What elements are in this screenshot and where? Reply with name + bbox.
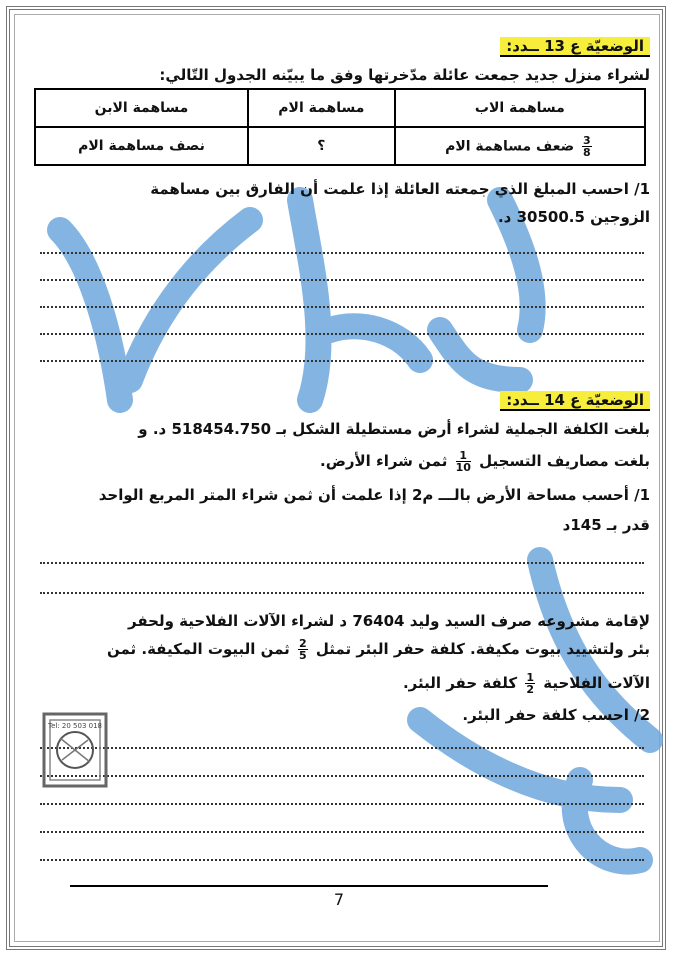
fraction-2-5 <box>298 638 308 661</box>
fraction-numerator: 1 <box>526 671 534 684</box>
situation-14-para-1-line-1: بلغت الكلفة الجملية لشراء أرض مستطيلة الشكل بـ 518454.750 د. و <box>138 420 650 438</box>
stamp-logo <box>40 710 110 790</box>
situation-13-question-1-line-1: 1/ احسب المبلغ الذي جمعته العائلة إذا علمت أن الفارق بين مساهمة <box>150 180 650 198</box>
situation-13-question-1-line-2: الزوجين 30500.5 د. <box>497 208 650 226</box>
table-cell-father <box>395 127 645 165</box>
answer-line <box>40 360 644 362</box>
situation-13-title-text: الوضعيّة ع 13 ــدد: <box>500 37 650 57</box>
answer-line <box>40 333 644 335</box>
fraction-1-2 <box>525 672 535 695</box>
answer-line <box>40 859 644 861</box>
fraction-denominator: 8 <box>583 145 591 159</box>
fraction-numerator: 3 <box>583 133 591 147</box>
table-header-cell: مساهمة الاب <box>395 89 645 127</box>
fraction-numerator: 2 <box>299 637 307 650</box>
situation-14-para-2-line-1: لإقامة مشروعه صرف السيد وليد 76404 د لشراء الآلات الفلاحية ولحفر <box>128 612 650 630</box>
situation-14-title-text: الوضعيّة ع 14 ــدد: <box>500 391 650 411</box>
page-number: 7 <box>333 890 345 909</box>
answer-line <box>40 803 644 805</box>
answer-line <box>40 747 644 749</box>
fraction-denominator: 2 <box>526 683 534 696</box>
answer-line <box>40 562 644 564</box>
text-fragment: بلغت مصاريف التسجيل <box>479 452 650 470</box>
situation-13-title <box>500 36 650 58</box>
text-fragment: ثمن البيوت المكيفة. ثمن <box>106 640 290 658</box>
answer-line <box>40 252 644 254</box>
situation-14-question-2: 2/ احسب كلفة حفر البئر. <box>462 706 650 724</box>
answer-line <box>40 592 644 594</box>
table-header-row <box>35 89 645 127</box>
fraction-3-8 <box>582 135 592 158</box>
situation-13-intro: لشراء منزل جديد جمعت عائلة مدّخرتها وفق ما يبيّنه الجدول التّالي: <box>159 66 650 84</box>
fraction-denominator: 5 <box>299 649 307 662</box>
situation-14-para-2-line-3 <box>28 672 650 695</box>
fraction-denominator: 10 <box>455 461 471 474</box>
text-fragment: كلفة حفر البئر. <box>402 674 518 692</box>
worksheet-page <box>28 22 650 937</box>
table-row <box>35 127 645 165</box>
table-cell-mother: ؟ <box>248 127 395 165</box>
situation-14-question-1-line-2: قدر بـ 145د <box>562 516 650 534</box>
situation-14-question-1-line-1: 1/ أحسب مساحة الأرض بالـــ م2 إذا علمت أن ثمن شراء المتر المربع الواحد <box>98 486 650 504</box>
text-fragment: ثمن شراء الأرض. <box>320 452 448 470</box>
situation-14-para-1-line-2 <box>28 450 650 473</box>
fraction-numerator: 1 <box>456 450 471 462</box>
answer-line <box>40 775 644 777</box>
situation-14-title <box>500 390 650 412</box>
stamp-text: Tel: 20 503 018 <box>47 722 103 730</box>
table-header-cell: مساهمة الام <box>248 89 395 127</box>
answer-line <box>40 306 644 308</box>
answer-line <box>40 831 644 833</box>
footer-divider <box>70 885 548 887</box>
table-cell-text: ضعف مساهمة الام <box>445 138 575 154</box>
table-cell-son: نصف مساهمة الام <box>35 127 248 165</box>
fraction-1-10 <box>456 450 471 473</box>
contribution-table <box>34 88 646 166</box>
situation-14-para-2-line-2 <box>28 638 650 661</box>
table-header-cell: مساهمة الابن <box>35 89 248 127</box>
answer-line <box>40 279 644 281</box>
text-fragment: الآلات الفلاحية <box>543 674 650 692</box>
text-fragment: بئر ولتشييد بيوت مكيفة. كلفة حفر البئر تمثل <box>315 640 650 658</box>
